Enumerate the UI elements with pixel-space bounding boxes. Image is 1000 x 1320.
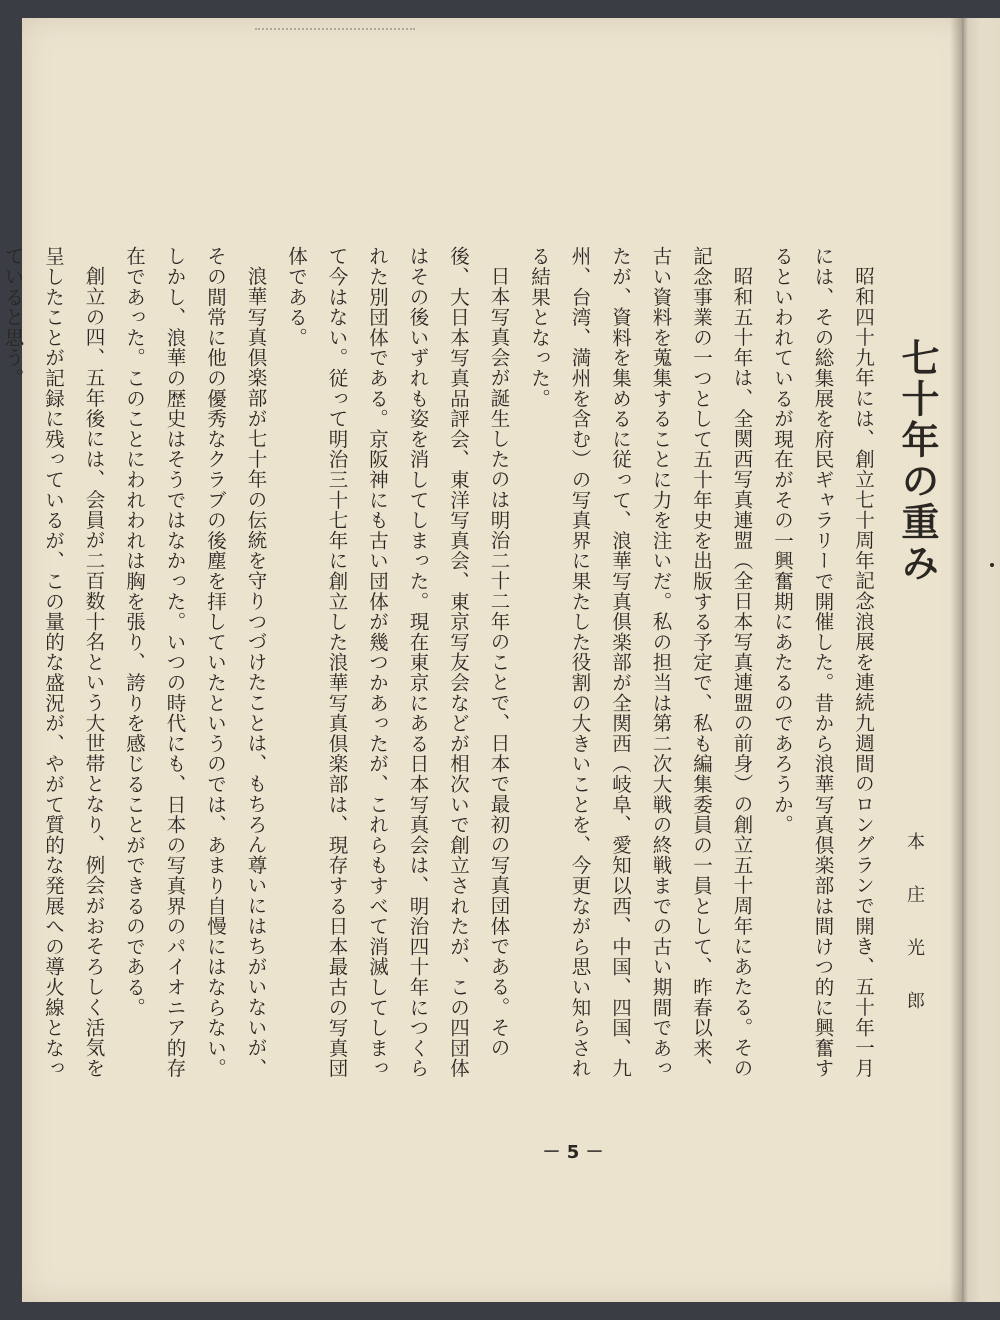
paragraph-2: 昭和五十年は、全関西写真連盟（全日本写真連盟の前身）の創立五十周年にあたる。その記念事業の一つとして五十年史を出版する予定で、私も編集委員の一員として、昨春以来、古い資料を蒐集することに力を注いだ。私の担当は第二次大戦の終戦までの古い期間であったが、資料を集めるに従って、浪華写真倶楽部が全関西（岐阜、愛知以西、中国、四国、九州、台湾、満州を含む）の写真界に果たした役割の大きいことを、今更ながら思い知らされる結果となった。 — [528, 246, 754, 1079]
article-body — [1, 246, 883, 1096]
margin-dot — [990, 563, 994, 567]
top-print-marks — [255, 28, 415, 36]
page-number: － 5 － — [542, 1142, 604, 1163]
paragraph-5: 創立の四、五年後には、会員が二百数十名という大世帯となり、例会がおそろしく活気を呈したことが記録に残っているが、この量的な盛況が、やがて質的な発展への導火線となっていると思う。 — [1, 246, 106, 1079]
article-title: 七十年の重み — [895, 338, 939, 584]
paragraph-1: 昭和四十九年には、創立七十周年記念浪展を連続九週間のロングランで開き、五十年一月には、その総集展を府民ギャラリーで開催した。昔から浪華写真倶楽部は間けつ的に興奮するといわれているが現在がその一興奮期にあたるのであろうか。 — [771, 246, 875, 1079]
adjacent-page-edge — [962, 18, 1000, 1302]
paragraph-4: 浪華写真倶楽部が七十年の伝統を守りつづけたことは、もちろん尊いにはちがいないが、その間常に他の優秀なクラブの後塵を拝していたというのでは、あまり自慢にはならない。しかし、浪華の歴史はそうではなかった。いつの時代にも、日本の写真界のパイオニア的存在であった。このことにわれわれは胸を張り、誇りを感じることができるのである。 — [123, 246, 268, 1079]
article-author: 本庄光郎 — [904, 832, 925, 1044]
paragraph-3: 日本写真会が誕生したのは明治二十二年のことで、日本で最初の写真団体である。その後、大日本写真品評会、東洋写真会、東京写友会などが相次いで創立されたが、この四団体はその後いずれも姿を消してしまった。現在東京にある日本写真会は、明治四十年につくられた別団体である。京阪神にも古い団体が幾つかあったが、これらもすべて消滅してしまって今はない。従って明治三十七年に創立した浪華写真倶楽部は、現存する日本最古の写真団体である。 — [285, 246, 511, 1079]
